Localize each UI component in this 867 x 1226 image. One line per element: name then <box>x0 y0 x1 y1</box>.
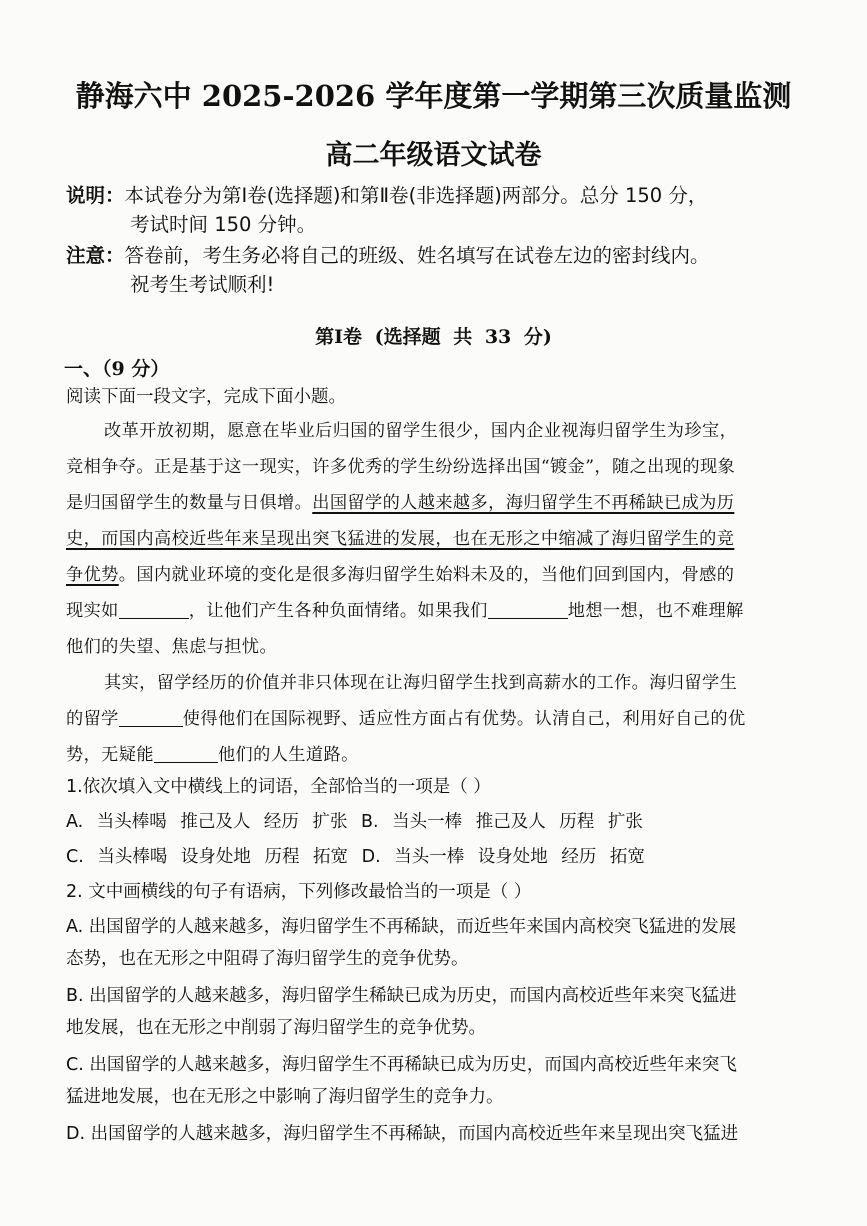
exam-title: 静海六中 2025-2026 学年度第一学期第三次质量监测 <box>75 79 792 113</box>
passage-line <box>66 560 734 585</box>
attention-note <box>66 240 710 268</box>
passage-line: 其实，留学经历的价值并非只体现在让海归留学生找到高薪水的工作。海归留学生 <box>104 673 738 693</box>
passage-line: 改革开放初期，愿意在毕业后归国的留学生很少，国内企业视海归留学生为珍宝， <box>104 421 738 441</box>
passage-line <box>66 524 734 549</box>
passage-line <box>66 704 746 729</box>
attention-text-1: 答卷前，考生务必将自己的班级、姓名填写在试卷左边的密封线内。 <box>124 244 710 267</box>
question-2-option-c-cont: 猛进地发展，也在无形之中影响了海归留学生的竞争力。 <box>66 1087 504 1107</box>
question-1-options-ab: A. 当头棒喝 推己及人 经历 扩张 B. 当头一棒 推己及人 历程 扩张 <box>66 812 643 832</box>
passage-line <box>66 740 359 765</box>
question-2-option-a-cont: 态势，也在无形之中阻碍了海归留学生的竞争优势。 <box>66 949 469 969</box>
passage-text: 地想一想，也不难理解 <box>567 601 744 621</box>
section-heading: 第Ⅰ卷 (选择题 共 33 分) <box>315 326 552 348</box>
passage-text: 他们的人生道路。 <box>217 745 359 765</box>
underlined-sentence: 出国留学的人越来越多，海归留学生不再稀缺已成为历 <box>312 493 735 513</box>
underlined-sentence: 史，而国内高校近些年来呈现出突飞猛进的发展，也在无形之中缩减了海归留学生的竞 <box>66 529 735 549</box>
question-2-option-c: C. 出国留学的人越来越多，海归留学生不再稀缺已成为历史，而国内高校近些年来突飞 <box>66 1055 737 1075</box>
passage-line <box>66 488 734 513</box>
question-2-option-b-cont: 地发展，也在无形之中削弱了海归留学生的竞争优势。 <box>66 1018 486 1038</box>
explain-text-1: 本试卷分为第Ⅰ卷(选择题)和第Ⅱ卷(非选择题)两部分。总分 150 分， <box>124 184 708 207</box>
passage-line: 竞相争夺。正是基于这一现实，许多优秀的学生纷纷选择出国“镀金”，随之出现的现象 <box>66 457 736 477</box>
fill-blank-1 <box>119 601 189 619</box>
fill-blank-2 <box>488 601 568 619</box>
attention-label: 注意： <box>66 244 125 267</box>
passage-text: 势，无疑能 <box>66 745 154 765</box>
attention-text-2: 祝考生考试顺利! <box>130 273 275 296</box>
passage-text: 的留学 <box>66 709 119 729</box>
exam-subtitle: 高二年级语文试卷 <box>325 140 542 171</box>
passage-text: 使得他们在国际视野、适应性方面占有优势。认清自己，利用好自己的优 <box>182 709 746 729</box>
passage-line <box>66 596 744 621</box>
passage-line: 他们的失望、焦虑与担忧。 <box>66 637 278 657</box>
passage-text: ，让他们产生各种负面情绪。如果我们 <box>188 601 488 621</box>
question-1-stem: 1.依次填入文中横线上的词语，全部恰当的一项是（ ） <box>66 777 491 797</box>
passage-text: 。国内就业环境的变化是很多海归留学生始料未及的，当他们回到国内，骨感的 <box>118 565 735 585</box>
explain-note <box>66 180 707 208</box>
underlined-sentence: 争优势 <box>66 565 119 585</box>
explain-text-2: 考试时间 150 分钟。 <box>130 213 317 236</box>
reading-instruction: 阅读下面一段文字，完成下面小题。 <box>66 387 346 407</box>
passage-text: 是归国留学生的数量与日俱增。 <box>66 493 313 513</box>
fill-blank-4 <box>154 745 218 763</box>
question-2-stem: 2. 文中画横线的句子有语病，下列修改最恰当的一项是（ ） <box>66 882 532 902</box>
fill-blank-3 <box>119 709 183 727</box>
part-title: 一、（9 分） <box>64 358 170 380</box>
question-2-option-a: A. 出国留学的人越来越多，海归留学生不再稀缺，而近些年来国内高校突飞猛进的发展 <box>66 917 737 937</box>
explain-label: 说明： <box>66 184 125 207</box>
question-2-option-b: B. 出国留学的人越来越多，海归留学生稀缺已成为历史，而国内高校近些年来突飞猛进 <box>66 986 737 1006</box>
passage-text: 现实如 <box>66 601 119 621</box>
question-2-option-d: D. 出国留学的人越来越多，海归留学生不再稀缺，而国内高校近些年来呈现出突飞猛进 <box>66 1124 739 1144</box>
question-1-options-cd: C. 当头棒喝 设身处地 历程 拓宽 D. 当头一棒 设身处地 经历 拓宽 <box>66 847 645 867</box>
